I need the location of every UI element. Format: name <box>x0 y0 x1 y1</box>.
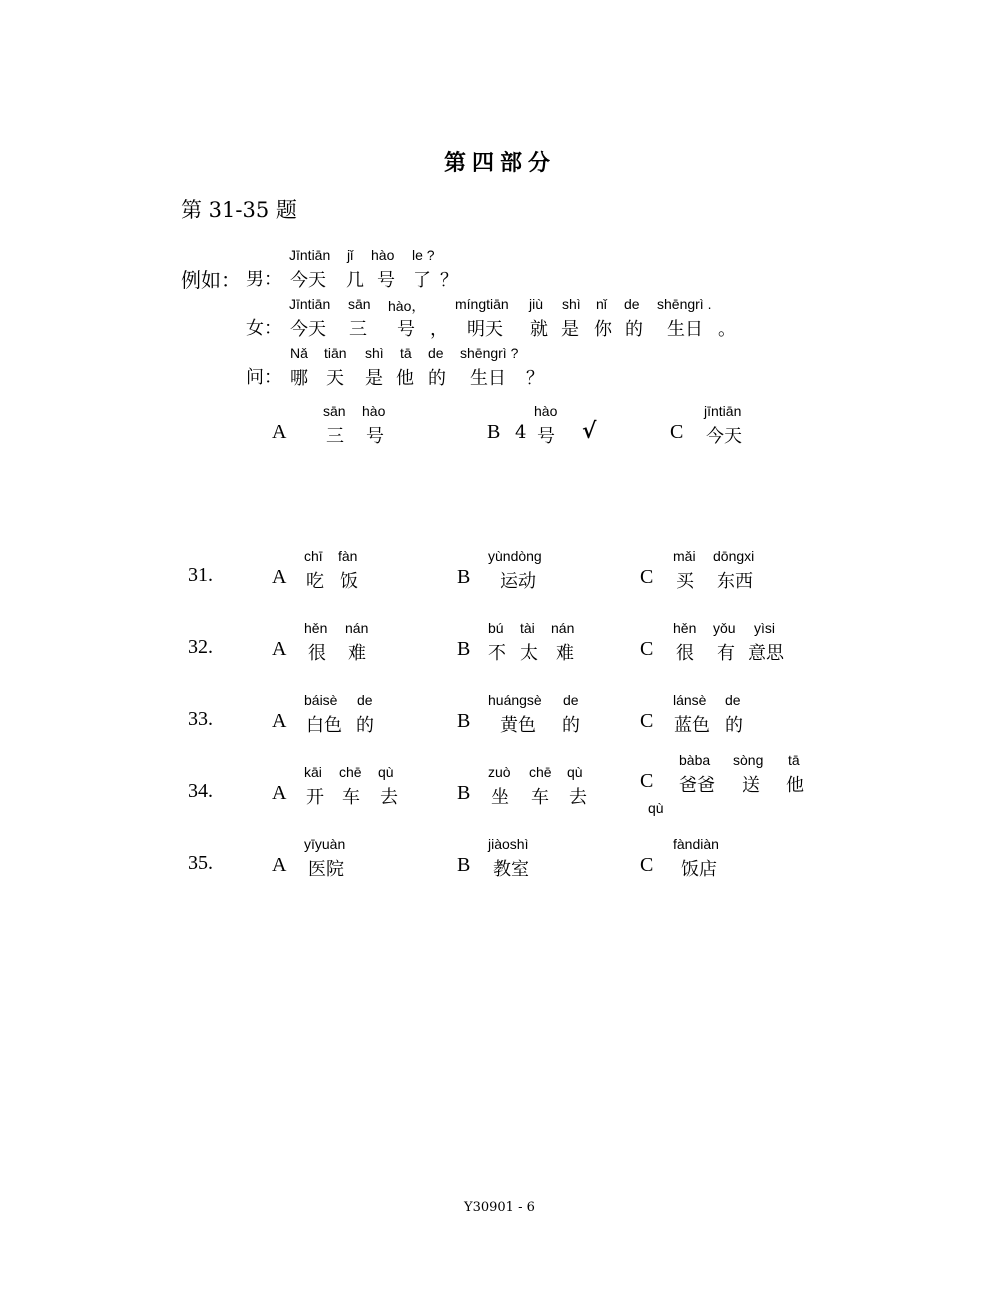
option-letter[interactable]: A <box>272 854 287 876</box>
hanzi: 今天 <box>290 319 326 340</box>
pinyin: mǎi <box>673 548 696 564</box>
pinyin: Nǎ <box>290 345 308 361</box>
pinyin: hào <box>534 403 558 419</box>
hanzi: 很 <box>308 643 326 664</box>
pinyin: shēngrì . <box>657 296 712 312</box>
pinyin: chē <box>339 764 362 780</box>
hanzi: 号 <box>366 426 384 447</box>
hanzi: ？ <box>526 368 544 389</box>
pinyin: fàn <box>338 548 358 564</box>
pinyin: yīyuàn <box>304 836 346 852</box>
pinyin: shì <box>365 345 384 361</box>
hanzi: 是 <box>365 368 383 389</box>
pinyin: Jīntiān <box>289 247 331 263</box>
pinyin: jǐ <box>347 247 354 263</box>
hanzi: 白色 <box>306 715 342 736</box>
pinyin: lánsè <box>673 692 707 708</box>
hanzi: 饭店 <box>681 859 717 880</box>
hanzi: 他 <box>396 368 414 389</box>
pinyin: hào <box>371 247 395 263</box>
question-range: 第 31-35 题 <box>181 198 297 222</box>
pinyin: Jīntiān <box>289 296 331 312</box>
checkmark-icon: √ <box>582 418 597 444</box>
pinyin: jiàoshì <box>488 836 529 852</box>
pinyin: bàba <box>679 752 711 768</box>
question-number: 33. <box>188 708 213 730</box>
hanzi: 你 <box>594 319 612 340</box>
question-number: 34. <box>188 780 213 802</box>
speaker-label: 男： <box>246 269 282 290</box>
hanzi: 运动 <box>500 571 536 592</box>
pinyin: kāi <box>304 764 322 780</box>
hanzi: 的 <box>562 715 580 736</box>
hanzi: 的 <box>725 715 743 736</box>
hanzi: 不 <box>488 643 506 664</box>
hanzi: 去 <box>569 787 587 808</box>
option-letter[interactable]: C <box>640 854 654 876</box>
option-letter: B <box>487 421 501 443</box>
hanzi: 难 <box>348 643 366 664</box>
section-title: 第四部分 <box>444 150 557 176</box>
hanzi: 很 <box>676 643 694 664</box>
question-number: 32. <box>188 636 213 658</box>
option-letter[interactable]: A <box>272 710 287 732</box>
hanzi: 三 <box>349 319 367 340</box>
hanzi: 去 <box>380 787 398 808</box>
hanzi: 明天 <box>467 319 503 340</box>
option-letter: A <box>272 421 287 443</box>
pinyin: sān <box>348 296 371 312</box>
hanzi: 几 <box>346 270 364 291</box>
option-number: 4 <box>515 422 527 443</box>
hanzi: 今天 <box>706 426 742 447</box>
hanzi: 了 <box>413 270 431 291</box>
hanzi: 号 <box>377 270 395 291</box>
hanzi: 蓝色 <box>674 715 710 736</box>
pinyin: jīntiān <box>704 403 742 419</box>
hanzi: 他 <box>786 775 804 796</box>
pinyin: qù <box>567 764 583 780</box>
pinyin: yìsi <box>754 620 775 636</box>
question-number: 31. <box>188 564 213 586</box>
pinyin: sān <box>323 403 346 419</box>
option-letter[interactable]: B <box>457 710 471 732</box>
pinyin: tiān <box>324 345 347 361</box>
hanzi: ， <box>430 319 448 340</box>
hanzi: 吃 <box>306 571 324 592</box>
pinyin: jiù <box>529 296 544 312</box>
hanzi: 坐 <box>491 787 509 808</box>
option-letter: C <box>670 421 684 443</box>
pinyin: tā <box>788 752 800 768</box>
pinyin: qù <box>378 764 394 780</box>
pinyin: qù <box>648 800 664 816</box>
pinyin: shì <box>562 296 581 312</box>
pinyin: báisè <box>304 692 338 708</box>
hanzi: 生日 <box>667 319 703 340</box>
pinyin: chī <box>304 548 323 564</box>
pinyin: hào <box>362 403 386 419</box>
hanzi: 黄色 <box>500 715 536 736</box>
pinyin: de <box>428 345 444 361</box>
hanzi: 的 <box>356 715 374 736</box>
option-letter[interactable]: C <box>640 638 654 660</box>
pinyin: hào， <box>388 298 426 314</box>
example-label: 例如： <box>181 268 241 292</box>
hanzi: 哪 <box>290 368 308 389</box>
pinyin: fàndiàn <box>673 836 719 852</box>
hanzi: 号 <box>537 426 555 447</box>
hanzi: 意思 <box>748 643 784 664</box>
pinyin: yǒu <box>713 620 736 636</box>
option-letter[interactable]: C <box>640 566 654 588</box>
option-letter[interactable]: A <box>272 566 287 588</box>
pinyin: de <box>563 692 579 708</box>
pinyin: tài <box>520 620 535 636</box>
question-number: 35. <box>188 852 213 874</box>
hanzi: 车 <box>531 787 549 808</box>
pinyin: bú <box>488 620 504 636</box>
hanzi: 就 <box>530 319 548 340</box>
option-letter[interactable]: B <box>457 638 471 660</box>
hanzi: 是 <box>561 319 579 340</box>
hanzi: 有 <box>717 643 735 664</box>
option-letter[interactable]: B <box>457 566 471 588</box>
option-letter[interactable]: C <box>640 770 654 792</box>
hanzi: 医院 <box>308 859 344 880</box>
pinyin: de <box>725 692 741 708</box>
pinyin: de <box>624 296 640 312</box>
pinyin: nǐ <box>596 296 607 312</box>
pinyin: zuò <box>488 764 511 780</box>
option-letter[interactable]: B <box>457 854 471 876</box>
hanzi: 开 <box>306 787 324 808</box>
speaker-label: 问： <box>246 367 282 388</box>
hanzi: 东西 <box>717 571 753 592</box>
speaker-label: 女： <box>246 318 282 339</box>
hanzi: 难 <box>556 643 574 664</box>
hanzi: ？ <box>440 270 458 291</box>
hanzi: 天 <box>326 368 344 389</box>
hanzi: 送 <box>742 775 760 796</box>
option-letter[interactable]: B <box>457 782 471 804</box>
hanzi: 。 <box>718 319 736 340</box>
pinyin: nán <box>345 620 369 636</box>
option-letter[interactable]: A <box>272 782 287 804</box>
pinyin: yùndòng <box>488 548 542 564</box>
pinyin: nán <box>551 620 575 636</box>
hanzi: 今天 <box>290 270 326 291</box>
hanzi: 的 <box>428 368 446 389</box>
pinyin: tā <box>400 345 412 361</box>
hanzi: 买 <box>676 571 694 592</box>
pinyin: hěn <box>304 620 328 636</box>
pinyin: de <box>357 692 373 708</box>
hanzi: 车 <box>342 787 360 808</box>
hanzi: 生日 <box>470 368 506 389</box>
pinyin: shēngrì ? <box>460 345 519 361</box>
pinyin: hěn <box>673 620 697 636</box>
pinyin: huángsè <box>488 692 542 708</box>
pinyin: sòng <box>733 752 764 768</box>
pinyin: le ? <box>412 247 435 263</box>
hanzi: 太 <box>520 643 538 664</box>
page-footer: Y30901 - 6 <box>464 1200 535 1215</box>
hanzi: 号 <box>397 319 415 340</box>
hanzi: 教室 <box>493 859 529 880</box>
hanzi: 三 <box>326 426 344 447</box>
hanzi: 爸爸 <box>679 775 715 796</box>
pinyin: míngtiān <box>455 296 509 312</box>
hanzi: 饭 <box>340 571 358 592</box>
pinyin: dōngxi <box>713 548 755 564</box>
pinyin: chē <box>529 764 552 780</box>
hanzi: 的 <box>625 319 643 340</box>
option-letter[interactable]: A <box>272 638 287 660</box>
option-letter[interactable]: C <box>640 710 654 732</box>
